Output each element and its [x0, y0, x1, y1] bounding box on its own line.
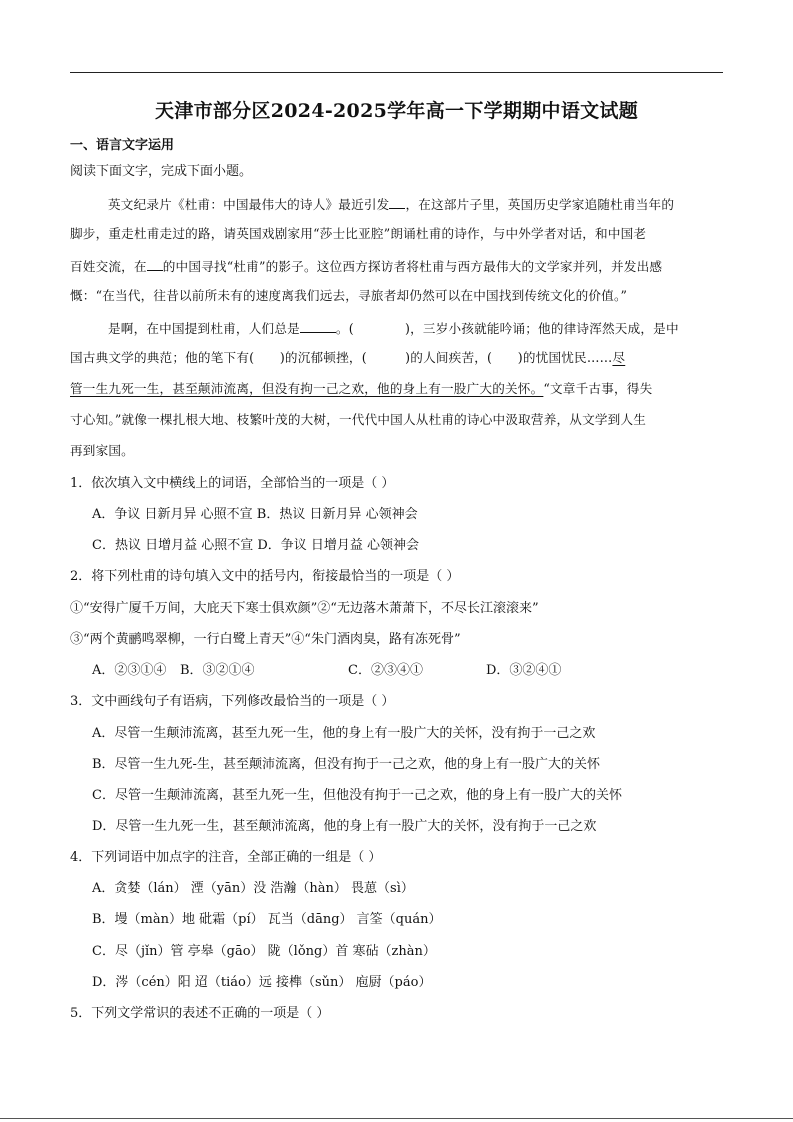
answer-option: C．尽（jǐn）管 亭皋（gāo） 陇（lǒng）首 寒砧（zhàn） [92, 944, 436, 959]
answer-option: A．②③①④ [92, 663, 167, 678]
page-title: 天津市部分区2024-2025学年高一下学期期中语文试题 [154, 100, 639, 122]
fill-blank [389, 194, 405, 209]
answer-option: C．尽管一生颠沛流离，甚至九死一生，但他没有拘于一己之欢，他的身上有一股广大的关怀 [92, 788, 622, 803]
question-stem: 2．将下列杜甫的诗句填入文中的括号内，衔接最恰当的一项是（ ） [70, 569, 460, 584]
answer-option: A．贪婪（lán） 湮（yān）没 浩瀚（hàn） 畏葸（sì） [92, 881, 414, 896]
passage-text: 是啊，在中国提到杜甫，人们总是 [108, 321, 300, 336]
section-heading: 一、语言文字运用 [70, 138, 175, 153]
passage-line: 再到家国。 [70, 443, 134, 458]
passage-text: 的中国寻找“杜甫”的影子。这位西方探访者将杜甫与西方最伟大的文学家并列，并发出感 [162, 259, 663, 274]
verse-list: ③“两个黄鹂鸣翠柳，一行白鹭上青天”④“朱门酒肉臭，路有冻死骨” [70, 632, 461, 647]
answer-option: D．尽管一生九死一生，甚至颠沛流离，他的身上有一股广大的关怀，没有拘于一己之欢 [92, 819, 597, 834]
answer-option: D．涔（cén）阳 迢（tiáo）远 接榫（sǔn） 庖厨（páo） [92, 975, 432, 990]
underlined-sentence: 尽 [612, 350, 626, 365]
passage-text: 英文纪录片《杜甫：中国最伟大的诗人》最近引发 [108, 197, 390, 212]
question-stem: 1．依次填入文中横线上的词语，全部恰当的一项是（ ） [70, 476, 395, 491]
question-stem: 5．下列文学常识的表述不正确的一项是（ ） [70, 1006, 330, 1021]
answer-option: B．墁（màn）地 砒霜（pí） 瓦当（dāng） 言筌（quán） [92, 912, 442, 927]
question-stem: 4．下列词语中加点字的注音，全部正确的一组是（ ） [70, 850, 382, 865]
answer-option: D．③②④① [486, 663, 562, 678]
passage-text: 国古典文学的典范；他的笔下有( )的沉郁顿挫，( )的人间疾苦，( )的忧国忧民…… [70, 350, 613, 365]
passage-line [70, 349, 625, 367]
answer-option: A．争议 日新月异 心照不宣 B．热议 日新月异 心领神会 [92, 507, 418, 522]
passage-text: 百姓交流，在 [70, 259, 147, 274]
passage-text: 。( )，三岁小孩就能吟诵；他的律诗浑然天成，是中 [335, 321, 679, 336]
answer-option: A．尽管一生颠沛流离，甚至九死一生，他的身上有一股广大的关怀，没有拘于一己之欢 [92, 726, 596, 741]
passage-line: 脚步，重走杜甫走过的路，请英国戏剧家用“莎士比亚腔”朗诵杜甫的诗作，与中外学者对话，和中国老 [70, 226, 647, 241]
verse-list: ①“安得广厦千万间，大庇天下寒士俱欢颜”②“无边落木萧萧下，不尽长江滚滚来” [70, 601, 539, 616]
underlined-sentence: 管一生九死一生，甚至颠沛流离，但没有拘一己之欢，他的身上有一股广大的关怀。 [70, 381, 544, 396]
answer-option: B．③②①④ [180, 663, 255, 678]
passage-line [70, 380, 652, 398]
fill-blank [300, 318, 336, 333]
answer-option: B．尽管一生九死-生，甚至颠沛流离，但没有拘于一己之欢，他的身上有一股广大的关怀 [92, 757, 600, 772]
passage-line [70, 256, 662, 276]
passage-line [108, 194, 674, 214]
reading-instruction: 阅读下面文字，完成下面小题。 [70, 164, 253, 179]
answer-option: C．热议 日增月益 心照不宣 D．争议 日增月益 心领神会 [92, 538, 420, 553]
footer-rule [0, 1118, 793, 1119]
header-rule [70, 72, 723, 73]
answer-option: C．②③④① [348, 663, 423, 678]
passage-text: ，在这部片子里，英国历史学家追随杜甫当年的 [405, 197, 675, 212]
fill-blank [147, 256, 163, 271]
passage-line: 寸心知。”就像一棵扎根大地、枝繁叶茂的大树，一代代中国人从杜甫的诗心中汲取营养，从文学到人生 [70, 412, 647, 427]
passage-text: “文章千古事，得失 [543, 381, 653, 396]
passage-line [108, 318, 679, 338]
question-stem: 3．文中画线句子有语病，下列修改最恰当的一项是（ ） [70, 694, 395, 709]
passage-line: 慨：“在当代，往昔以前所未有的速度离我们远去，寻旅者却仍然可以在中国找到传统文化的价值。” [70, 288, 628, 303]
